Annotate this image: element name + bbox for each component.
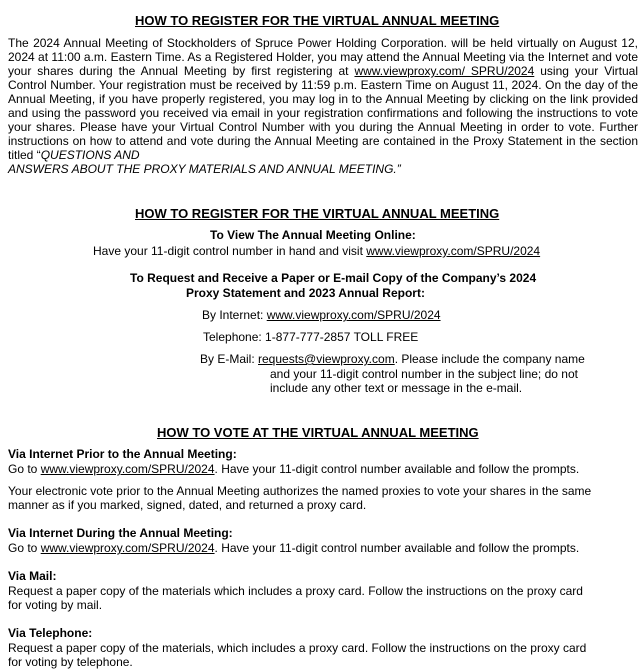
proxy-section-title: QUESTIONS AND <box>40 148 140 162</box>
by-internet-label: By Internet: <box>202 308 267 322</box>
by-internet-line <box>202 308 441 322</box>
vote-mail-title: Via Mail: <box>8 569 57 583</box>
email-instruction-2: and your 11-digit control number in the subject line; do not <box>270 367 578 381</box>
register-heading-1: HOW TO REGISTER FOR THE VIRTUAL ANNUAL MEETING <box>135 13 500 28</box>
paragraph-text-continued: using your Virtual Control Number. Your registration must be received by 11:59 p.m. Eastern Time on August 11, 2024. On the day of the Annual Meeting, if you have properly registered, you may log in to the Annual Meeting by clicking on the link provided and using the password you received via email in your registration confirmations and following the instructions to vote your shares. Please have your Virtual Control Number with you during the Annual Meeting in order to vote. Further instructions on how to attend and vote during the Annual Meeting are contained in the Proxy Statement in the section titled “ <box>8 64 638 162</box>
vote-mail-line1: Request a paper copy of the materials which includes a proxy card. Follow the instructions on the proxy card <box>8 584 583 598</box>
vote-internet-during-title: Via Internet During the Annual Meeting: <box>8 526 233 540</box>
prompts-text: . Have your 11-digit control number available and follow the prompts. <box>214 462 580 476</box>
vote-telephone-line2: for voting by telephone. <box>8 655 133 669</box>
view-online-text: Have your 11-digit control number in hand and visit <box>93 244 367 258</box>
email-link[interactable]: requests@viewproxy.com <box>258 352 395 366</box>
view-online-line <box>93 244 540 258</box>
register-paragraph <box>8 36 638 162</box>
proxy-section-title-line2: ANSWERS ABOUT THE PROXY MATERIALS AND ANNUAL MEETING.” <box>8 162 401 176</box>
vote-internet-prior-title: Via Internet Prior to the Annual Meeting: <box>8 447 237 461</box>
electronic-vote-line1: Your electronic vote prior to the Annual Meeting authorizes the named proxies to vote your shares in the same <box>8 484 592 498</box>
email-instruction-1: . Please include the company name <box>394 352 585 366</box>
by-email-line <box>200 352 585 366</box>
vote-telephone-line1: Request a paper copy of the materials, which includes a proxy card. Follow the instructions on the proxy card <box>8 641 587 655</box>
goto-text: Go to <box>8 541 41 555</box>
telephone-line: Telephone: 1-877-777-2857 TOLL FREE <box>203 330 419 344</box>
paragraph-text: The 2024 Annual Meeting of Stockholders of Spruce Power Holding Corporation. will be held virtually on August 12, 2024 at 11:00 a.m. Eastern Time. As a Registered Holder, you may attend the Annual Meeting via the Internet and vote your shares during the Annual Meeting by first registering at <box>8 36 638 78</box>
email-instruction-3: include any other text or message in the e-mail. <box>270 381 523 395</box>
register-link[interactable]: www.viewproxy.com/ SPRU/2024 <box>354 64 535 78</box>
request-copy-title-line1: To Request and Receive a Paper or E-mail Copy of the Company’s 2024 <box>130 271 537 285</box>
prompts-text: . Have your 11-digit control number available and follow the prompts. <box>214 541 580 555</box>
request-copy-title-line2: Proxy Statement and 2023 Annual Report: <box>186 286 425 300</box>
register-heading-2: HOW TO REGISTER FOR THE VIRTUAL ANNUAL MEETING <box>135 206 500 221</box>
vote-internet-during-line <box>8 541 579 555</box>
by-email-label: By E-Mail: <box>200 352 259 366</box>
vote-internet-prior-line <box>8 462 579 476</box>
vote-telephone-title: Via Telephone: <box>8 626 93 640</box>
vote-mail-line2: for voting by mail. <box>8 598 103 612</box>
goto-text: Go to <box>8 462 41 476</box>
vote-internet-during-link[interactable]: www.viewproxy.com/SPRU/2024 <box>40 541 215 555</box>
by-internet-link[interactable]: www.viewproxy.com/SPRU/2024 <box>266 308 441 322</box>
view-online-link[interactable]: www.viewproxy.com/SPRU/2024 <box>366 244 541 258</box>
vote-internet-prior-link[interactable]: www.viewproxy.com/SPRU/2024 <box>40 462 215 476</box>
vote-heading: HOW TO VOTE AT THE VIRTUAL ANNUAL MEETING <box>157 425 479 440</box>
view-online-title: To View The Annual Meeting Online: <box>210 228 416 242</box>
electronic-vote-line2: manner as if you marked, signed, dated, and returned a proxy card. <box>8 498 367 512</box>
